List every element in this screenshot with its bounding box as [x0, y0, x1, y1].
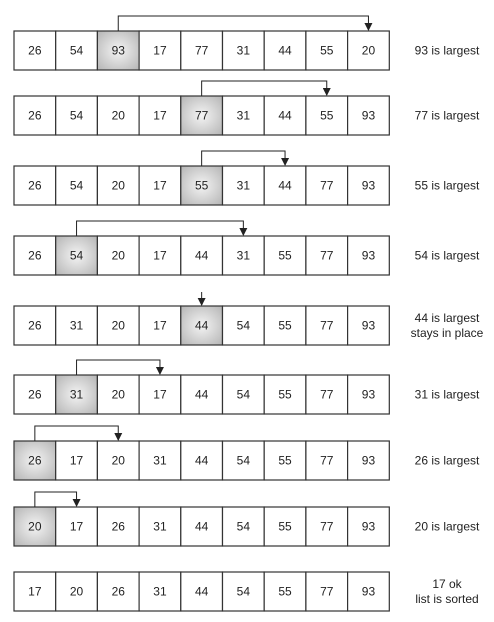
swap-arrow	[202, 81, 327, 96]
cell-value: 26	[111, 519, 125, 534]
cell-value: 77	[320, 584, 334, 599]
cell-value: 54	[69, 108, 84, 123]
pass-caption: 77 is largest	[414, 108, 480, 123]
cell-value: 54	[69, 248, 84, 263]
cell-value: 44	[278, 43, 292, 58]
cell-value: 44	[194, 453, 209, 468]
cell-value: 93	[361, 584, 376, 599]
swap-arrow	[118, 16, 368, 31]
cell-value: 20	[111, 453, 125, 468]
cell-value: 26	[28, 108, 42, 123]
pass-row	[14, 16, 480, 70]
cell-value: 55	[278, 318, 292, 333]
pass-row	[14, 360, 480, 414]
cell-value: 26	[28, 178, 42, 193]
pass-row	[14, 81, 480, 135]
cell-value: 20	[111, 248, 125, 263]
cell-value: 44	[194, 519, 209, 534]
cell-value: 20	[69, 584, 84, 599]
swap-arrow	[35, 426, 118, 441]
cell-value: 55	[278, 584, 292, 599]
cell-value: 55	[278, 248, 292, 263]
cell-value: 44	[194, 387, 209, 402]
cell-value: 44	[278, 108, 292, 123]
cell-value: 20	[111, 387, 125, 402]
swap-arrow	[77, 360, 160, 375]
cell-value: 31	[153, 519, 167, 534]
cell-value: 77	[320, 248, 334, 263]
cell-value: 93	[361, 453, 376, 468]
cell-value: 26	[28, 453, 42, 468]
cell-value: 55	[278, 519, 292, 534]
pass-caption: stays in place	[410, 326, 484, 340]
pass-caption: 44 is largest	[414, 311, 480, 325]
cell-value: 26	[111, 584, 125, 599]
cell-value: 26	[28, 318, 42, 333]
swap-arrow	[202, 151, 285, 166]
pass-caption: 26 is largest	[414, 453, 480, 468]
cell-value: 77	[194, 108, 209, 123]
cell-value: 93	[361, 387, 376, 402]
cell-value: 17	[153, 318, 167, 333]
pass-caption: 55 is largest	[414, 178, 480, 193]
cell-value: 17	[69, 519, 84, 534]
cell-value: 77	[320, 318, 334, 333]
cell-value: 20	[111, 318, 125, 333]
cell-value: 93	[361, 248, 376, 263]
pass-caption: 54 is largest	[414, 248, 480, 263]
cell-value: 77	[320, 453, 334, 468]
cell-value: 55	[194, 178, 209, 193]
cell-value: 54	[236, 387, 251, 402]
cell-value: 31	[236, 108, 251, 123]
pass-row	[14, 426, 480, 480]
cell-value: 77	[194, 43, 209, 58]
cell-value: 54	[236, 519, 251, 534]
pass-caption: 20 is largest	[414, 519, 480, 534]
cell-value: 17	[153, 178, 167, 193]
cell-value: 93	[361, 108, 376, 123]
cell-value: 44	[194, 318, 209, 333]
cell-value: 26	[28, 387, 42, 402]
swap-arrow	[35, 492, 77, 507]
pass-caption: 17 ok	[432, 577, 462, 591]
pass-row	[14, 492, 480, 546]
pass-caption: 31 is largest	[414, 387, 480, 402]
cell-value: 54	[69, 43, 84, 58]
cell-value: 26	[28, 248, 42, 263]
cell-value: 26	[28, 43, 42, 58]
cell-value: 31	[236, 43, 251, 58]
cell-value: 44	[278, 178, 292, 193]
cell-value: 31	[236, 178, 251, 193]
cell-value: 20	[111, 108, 125, 123]
cell-value: 54	[236, 453, 251, 468]
pass-row	[14, 151, 480, 205]
cell-value: 17	[153, 43, 167, 58]
pass-row	[14, 292, 484, 345]
cell-value: 31	[153, 453, 167, 468]
cell-value: 17	[28, 584, 42, 599]
cell-value: 31	[236, 248, 251, 263]
cell-value: 54	[69, 178, 84, 193]
cell-value: 55	[320, 108, 334, 123]
cell-value: 77	[320, 178, 334, 193]
cell-value: 55	[278, 387, 292, 402]
cell-value: 44	[194, 248, 209, 263]
cell-value: 77	[320, 387, 334, 402]
cell-value: 17	[153, 248, 167, 263]
cell-value: 20	[28, 519, 42, 534]
cell-value: 54	[236, 584, 251, 599]
cell-value: 44	[194, 584, 209, 599]
cell-value: 31	[69, 318, 84, 333]
swap-arrow	[77, 221, 244, 236]
cell-value: 93	[111, 43, 125, 58]
cell-value: 54	[236, 318, 251, 333]
pass-caption: 93 is largest	[414, 43, 480, 58]
cell-value: 17	[69, 453, 84, 468]
cell-value: 93	[361, 178, 376, 193]
cell-value: 31	[69, 387, 84, 402]
pass-caption: list is sorted	[415, 592, 479, 606]
cell-value: 77	[320, 519, 334, 534]
cell-value: 20	[111, 178, 125, 193]
cell-value: 20	[361, 43, 376, 58]
cell-value: 55	[278, 453, 292, 468]
pass-row	[14, 572, 479, 611]
cell-value: 93	[361, 519, 376, 534]
cell-value: 17	[153, 108, 167, 123]
cell-value: 93	[361, 318, 376, 333]
cell-value: 31	[153, 584, 167, 599]
pass-row	[14, 221, 480, 275]
cell-value: 55	[320, 43, 334, 58]
cell-value: 17	[153, 387, 167, 402]
